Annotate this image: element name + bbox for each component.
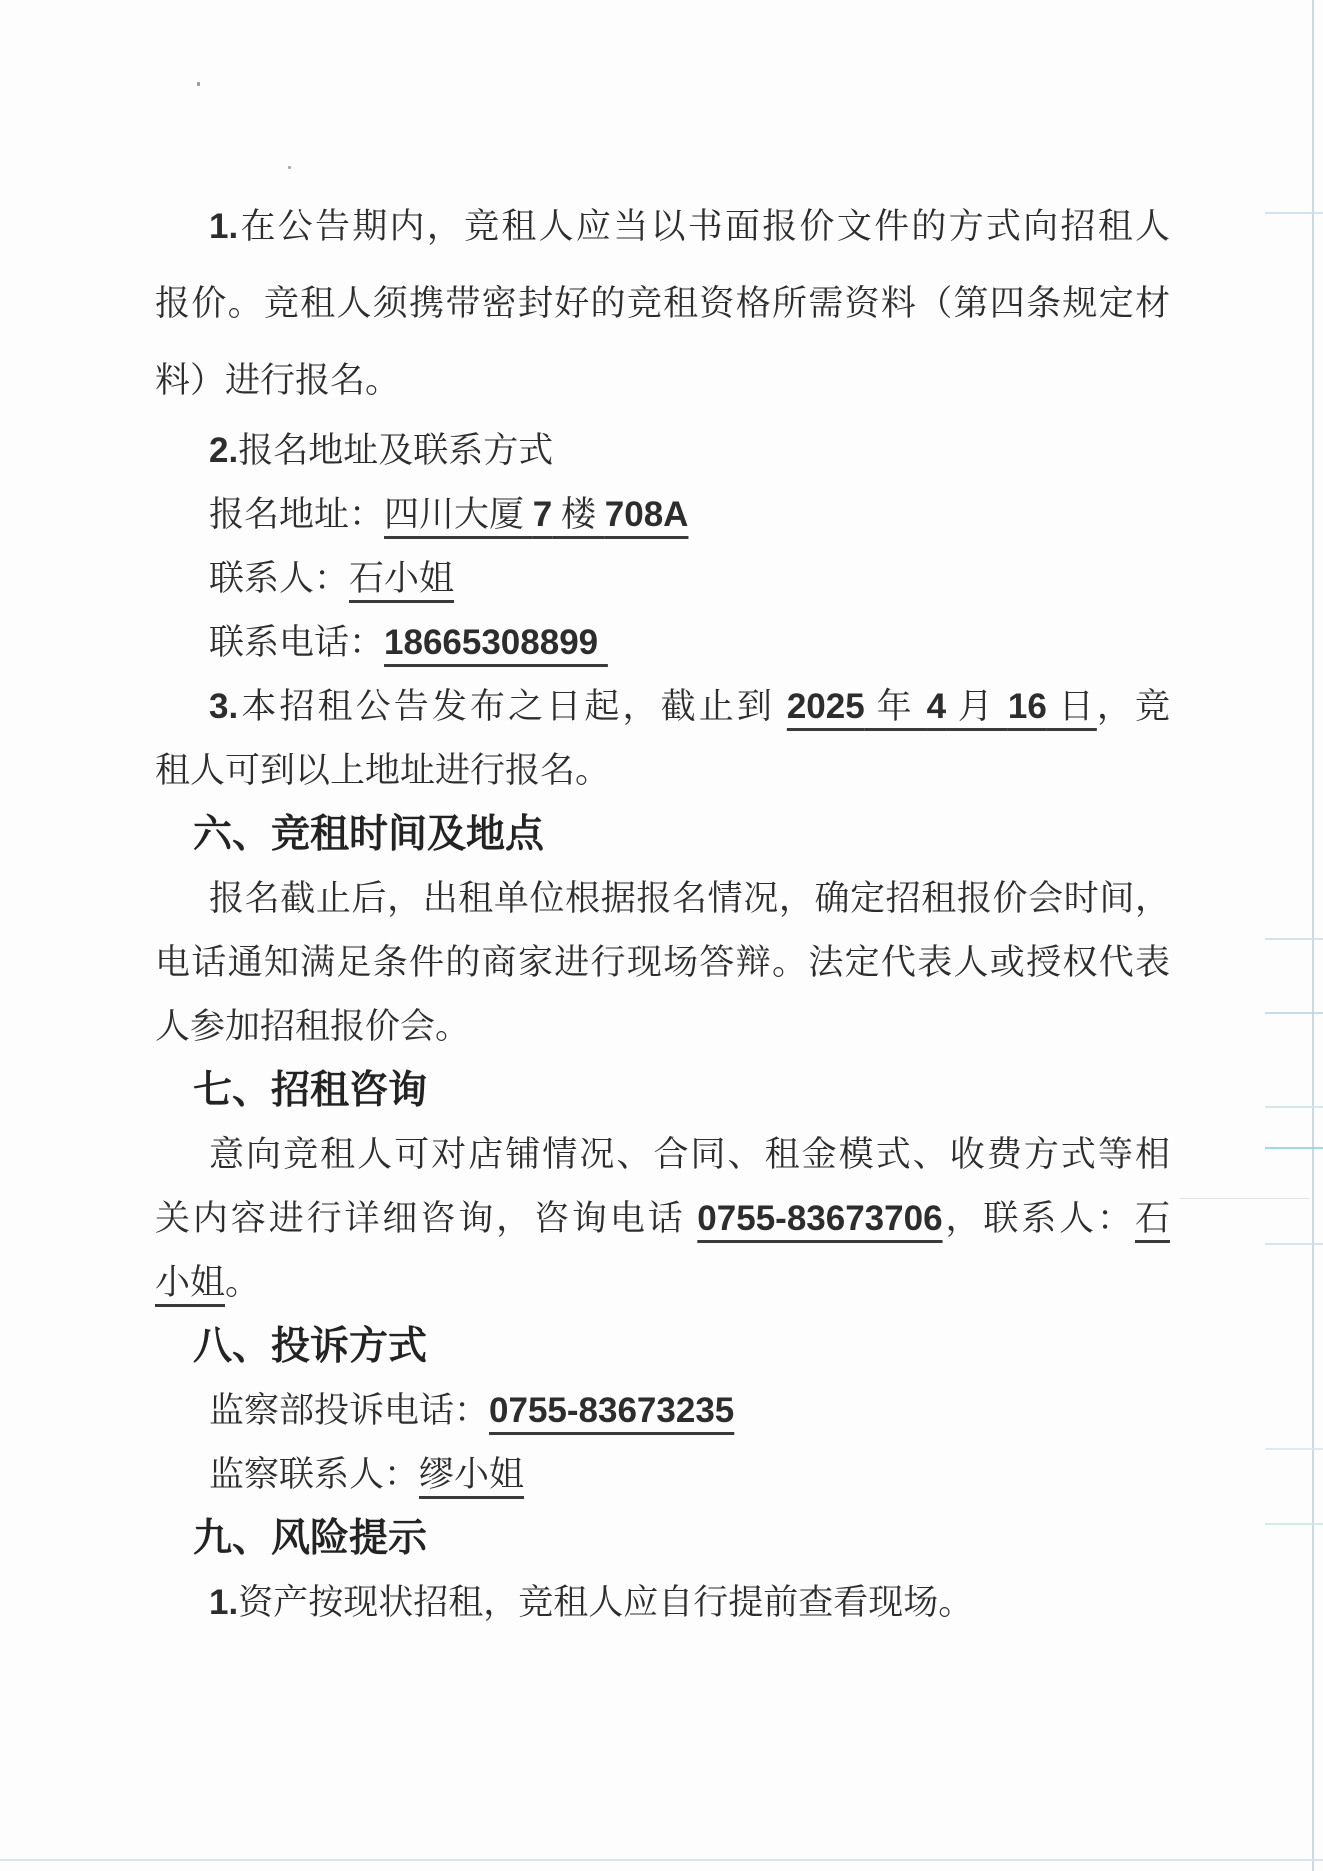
text-segment: 监察联系人：: [209, 1455, 420, 1494]
underlined-text: 0755-83673706: [697, 1199, 943, 1238]
scan-artifact-vertical-edge-line: [1312, 0, 1314, 1871]
text-segment: 监察部投诉电话：: [209, 1391, 490, 1430]
text-line: [155, 483, 1170, 547]
text-segment: 联系电话：: [209, 623, 385, 662]
text-line: [155, 342, 1170, 419]
scan-artifact-tick: [1265, 212, 1323, 214]
scan-artifact-tick: [1265, 1243, 1323, 1245]
text-segment: 报价。竞租人须携带密封好的竞租资格所需资料（第四条规定材: [155, 284, 1170, 323]
text-segment: 九、风险提示: [193, 1517, 428, 1560]
underlined-text: 7: [532, 495, 553, 534]
text-line: [155, 547, 1170, 611]
text-line: [155, 1443, 1170, 1507]
text-segment: ，联系人：: [942, 1199, 1135, 1238]
text-line: [155, 675, 1170, 739]
underlined-text: 缪小姐: [419, 1455, 525, 1494]
text-segment: 电话通知满足条件的商家进行现场答辩。法定代表人或授权代表: [155, 943, 1170, 982]
text-segment: 人参加招租报价会。: [155, 1007, 471, 1046]
text-segment: 资产按现状招租，竞租人应自行提前查看现场。: [238, 1583, 974, 1622]
text-line: [155, 867, 1170, 931]
scan-artifact-tick: [1265, 1147, 1323, 1149]
text-segment: 在公告期内，竞租人应当以书面报价文件的方式向招租人: [238, 207, 1170, 246]
text-segment: 2.: [209, 431, 239, 470]
text-segment: 料）进行报名。: [155, 361, 401, 400]
underlined-text: 708A: [604, 495, 689, 534]
text-line: [155, 188, 1170, 265]
text-line: [155, 611, 1170, 675]
scan-artifact-tick: [1265, 1106, 1323, 1108]
scan-artifact-tick: [1265, 938, 1323, 940]
underlined-text: 月: [946, 687, 1008, 726]
underlined-text: 石小姐: [349, 559, 455, 598]
text-line: [155, 1571, 1170, 1635]
underlined-text: 四川大厦: [384, 495, 533, 534]
text-line: [155, 739, 1170, 803]
text-segment: 报名地址：: [209, 495, 385, 534]
underlined-text: 石: [1134, 1199, 1170, 1238]
underlined-text: 18665308899: [384, 623, 608, 662]
text-segment: 关内容进行详细咨询，咨询电话: [155, 1199, 698, 1238]
underlined-text: 楼: [552, 495, 605, 534]
underlined-text: 小姐: [155, 1263, 226, 1302]
underlined-text: 2025: [786, 687, 865, 726]
section-heading: [155, 1059, 1170, 1123]
text-line: [155, 1123, 1170, 1187]
text-segment: 1.: [209, 1583, 239, 1622]
text-segment: 联系人：: [209, 559, 350, 598]
scan-artifact-bottom-line: [0, 1859, 1323, 1861]
scan-artifact-speck: [288, 166, 291, 169]
scan-artifact-tick: [1265, 1523, 1323, 1525]
text-segment: 意向竞租人可对店铺情况、合同、租金模式、收费方式等相: [209, 1135, 1170, 1174]
underlined-text: 0755-83673235: [489, 1391, 735, 1430]
section-heading: [155, 803, 1170, 867]
text-segment: 六、竞租时间及地点: [193, 813, 545, 856]
text-line: [155, 1379, 1170, 1443]
text-segment: 租人可到以上地址进行报名。: [155, 751, 611, 790]
text-segment: 。: [225, 1263, 261, 1302]
scan-artifact-tick: [1265, 1448, 1323, 1450]
text-line: [155, 419, 1170, 483]
scan-artifact-speck: [197, 82, 200, 86]
text-line: [155, 995, 1170, 1059]
underlined-text: 日: [1046, 687, 1097, 726]
text-segment: ，竞: [1096, 687, 1170, 726]
underlined-text: 16: [1007, 687, 1047, 726]
text-segment: 报名地址及联系方式: [238, 431, 554, 470]
scan-artifact-tick: [1265, 1012, 1323, 1014]
text-segment: 七、招租咨询: [193, 1069, 428, 1112]
text-line: [155, 1187, 1170, 1251]
text-line: [155, 931, 1170, 995]
scan-artifact-faint-line: [1180, 1198, 1310, 1199]
underlined-text: 年: [864, 687, 927, 726]
text-segment: 报名截止后，出租单位根据报名情况，确定招租报价会时间，: [209, 879, 1170, 918]
text-line: [155, 1251, 1170, 1315]
text-segment: 本招租公告发布之日起，截止到: [238, 687, 787, 726]
section-heading: [155, 1507, 1170, 1571]
section-heading: [155, 1315, 1170, 1379]
underlined-text: 4: [926, 687, 947, 726]
text-segment: 八、投诉方式: [193, 1325, 428, 1368]
text-segment: 1.: [209, 207, 239, 246]
text-segment: 3.: [209, 687, 239, 726]
text-line: [155, 265, 1170, 342]
